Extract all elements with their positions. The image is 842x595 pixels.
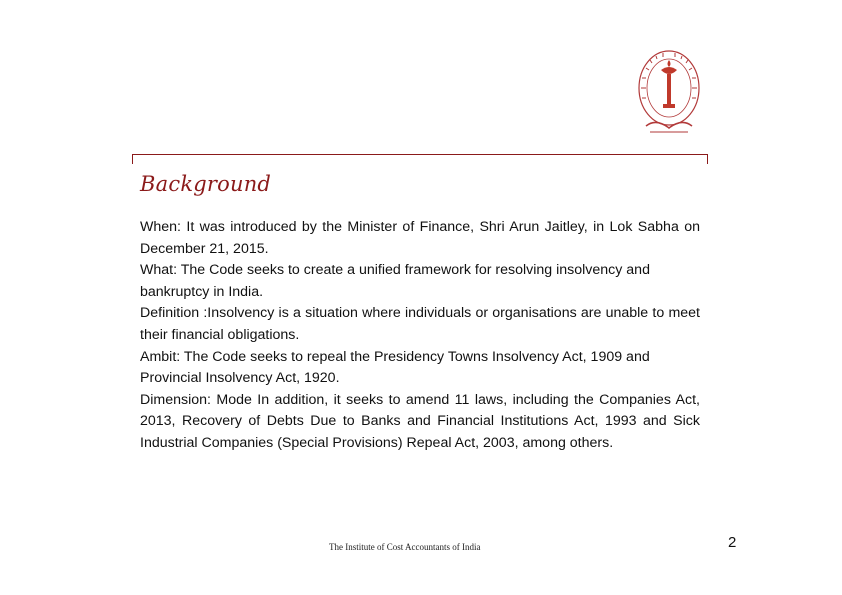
institute-logo (636, 48, 702, 138)
lamp-emblem-icon (636, 48, 702, 138)
slide-title: Background (140, 172, 272, 196)
paragraph-what: What: The Code seeks to create a unified framework for resolving insolvency and bankruptcy in India. (140, 262, 650, 300)
footer-text: The Institute of Cost Accountants of India (329, 542, 481, 552)
page-number: 2 (728, 534, 737, 551)
paragraph-when: When: It was introduced by the Minister of Finance, Shri Arun Jaitley, in Lok Sabha on December 21, 2015. (140, 219, 700, 257)
paragraph-ambit: Ambit: The Code seeks to repeal the Presidency Towns Insolvency Act, 1909 and Provincial Insolvency Act, 1920. (140, 348, 650, 387)
slide-body (140, 217, 700, 455)
title-frame (132, 154, 708, 164)
paragraph-dimension: Dimension: Mode In addition, it seeks to amend 11 laws, including the Companies Act, 2013, Recovery of Debts Due to Banks and Financial Institutions Act, 1993 and Sick Industrial Companies (Special Provisions) Repeal Act, 2003, among others. (140, 391, 700, 451)
paragraph-definition: Definition :Insolvency is a situation where individuals or organisations are unable to meet their financial obligations. (140, 305, 700, 343)
